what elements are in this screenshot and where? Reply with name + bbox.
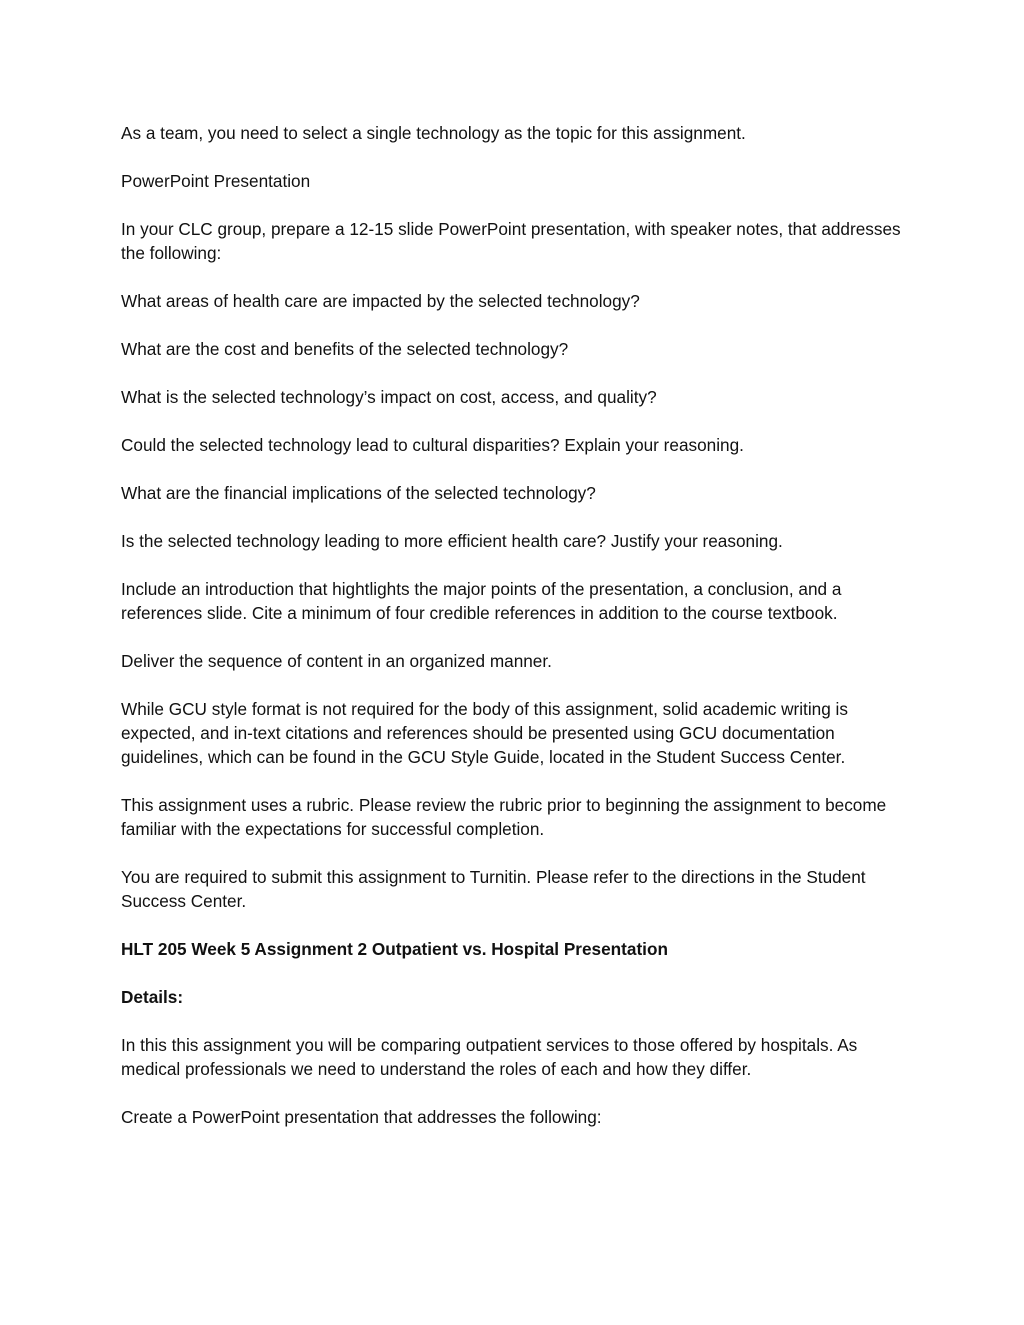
question-financial-implications: What are the financial implications of the selected technology? bbox=[121, 483, 596, 503]
paragraph-rubric: This assignment uses a rubric. Please review the rubric prior to beginning the assignment to become familiar with the expectations for successful completion. bbox=[121, 795, 887, 839]
paragraph-clc-instructions: In your CLC group, prepare a 12-15 slide PowerPoint presentation, with speaker notes, that addresses the following: bbox=[121, 219, 901, 263]
question-cost-benefits: What are the cost and benefits of the selected technology? bbox=[121, 339, 569, 359]
question-cultural-disparities: Could the selected technology lead to cultural disparities? Explain your reasoning. bbox=[121, 435, 744, 455]
paragraph-comparison-intro: In this this assignment you will be comparing outpatient services to those offered by hospitals. As medical professionals we need to understand the roles of each and how they differ. bbox=[121, 1035, 858, 1079]
paragraph-powerpoint-heading: PowerPoint Presentation bbox=[121, 171, 311, 191]
question-areas-impacted: What areas of health care are impacted by the selected technology? bbox=[121, 291, 640, 311]
paragraph-turnitin: You are required to submit this assignment to Turnitin. Please refer to the directions in the Student Success Center. bbox=[121, 867, 866, 911]
question-efficient-health-care: Is the selected technology leading to more efficient health care? Justify your reasoning. bbox=[121, 531, 783, 551]
paragraph-create-presentation: Create a PowerPoint presentation that addresses the following: bbox=[121, 1107, 602, 1127]
paragraph-gcu-style: While GCU style format is not required for the body of this assignment, solid academic writing is expected, and in-text citations and references should be presented using GCU documentation guidelines, which can be found in the GCU Style Guide, located in the Student Success Center. bbox=[121, 699, 848, 767]
paragraph-introduction-requirements: Include an introduction that hightlights the major points of the presentation, a conclusion, and a references slide. Cite a minimum of four credible references in addition to the course textbook. bbox=[121, 579, 842, 623]
paragraph-team-selection: As a team, you need to select a single technology as the topic for this assignment. bbox=[121, 123, 746, 143]
paragraph-organized-delivery: Deliver the sequence of content in an organized manner. bbox=[121, 651, 552, 671]
question-impact-cost-access-quality: What is the selected technology’s impact on cost, access, and quality? bbox=[121, 387, 657, 407]
document-body bbox=[121, 121, 911, 1153]
assignment-title: HLT 205 Week 5 Assignment 2 Outpatient vs. Hospital Presentation bbox=[121, 939, 668, 959]
details-heading: Details: bbox=[121, 987, 184, 1007]
